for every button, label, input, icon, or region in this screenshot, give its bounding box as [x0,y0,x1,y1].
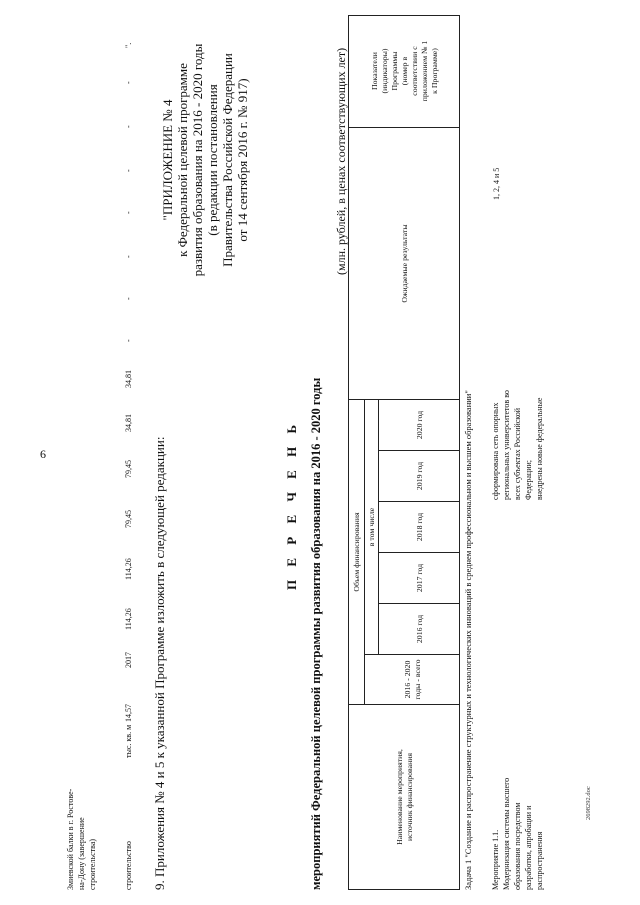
col-name-line-0: Наименование мероприятия, [394,749,404,845]
col-including-header: в том числе [364,400,378,655]
prev-val-3: 114,26 [124,558,133,580]
prev-name-line-0: Змиевской балки в г. Ростове- [66,788,75,890]
measure-name-line-1: Модернизация системы высшего [502,777,511,890]
ind-line-5: приложением № 1 [419,40,429,102]
measure-name-line-3: разработки, апробации и [524,805,533,890]
col-funding-header: Объем финансирования [348,400,364,705]
amendment-text: 9. Приложения № 4 и 5 к указанной Программе изложить в следующей редакции: [152,436,167,890]
previous-row-label: строительство [124,841,133,890]
task-heading: Задача 1 "Создание и распространение структурных и технологических инноваций в среднем профессиональном и высшем образовании" [463,390,473,890]
prev-name-line-2: строительства) [88,838,97,890]
units-note: (млн. рублей, в ценах соответствующих лет) [334,47,348,275]
prev-val-0: 14,57 [124,704,133,722]
ind-line-4: соответствии с [409,46,419,96]
col-year-2020: 2020 год [378,400,460,451]
ind-line-2: Программы [389,51,399,91]
measure-result-line-2: всех субъектах Российской [513,407,522,500]
prev-val-12: - [124,169,133,172]
prev-val-7: 34,81 [124,370,133,388]
measure-name-line-2: образования посредством [513,802,522,890]
prev-val-9: - [124,297,133,300]
measure-result-line-3: Федерации; [524,459,533,500]
col-year-2018: 2018 год [378,502,460,553]
document-title: П Е Р Е Ч Е Н Ь [284,419,299,590]
footer-code: 2698292.doc [585,786,592,820]
prev-val-11: - [124,211,133,214]
col-total-header [364,655,460,705]
annex-line-1: к Федеральной целевой программе [175,63,190,257]
previous-row-unit: тыс. кв. м [124,724,133,758]
header-table [348,15,460,890]
ind-line-6: к Программе) [429,48,439,94]
annex-line-2: развития образования на 2016 - 2020 годы [190,43,205,277]
annex-line-3: (в редакции постановления [205,84,220,236]
ind-line-1: (индикаторы) [379,48,389,94]
measure-result-line-1: региональных университетов во [502,390,511,500]
ind-line-3: (номер в [399,56,409,86]
col-results-header: Ожидаемые результаты [348,128,460,400]
prev-val-10: - [124,255,133,258]
prev-val-2: 114,26 [124,608,133,630]
prev-val-1: 2017 [124,652,133,668]
col-year-2017: 2017 год [378,553,460,604]
col-total-line-1: годы - всего [412,659,422,700]
measure-results [490,310,545,500]
rotated-content [0,15,600,890]
prev-val-6: 34,81 [124,414,133,432]
page-number: 6 [40,447,46,461]
prev-val-13: - [124,125,133,128]
prev-val-14: - [124,81,133,84]
col-indicators-header [348,15,460,128]
measure-name [490,710,545,890]
col-name-header [348,705,460,890]
annex-line-4: Правительства Российской Федерации [220,53,235,267]
prev-val-5: 79,45 [124,460,133,478]
annex-header [160,10,250,310]
prev-name-line-1: на-Дону (завершение [77,817,86,890]
previous-row-name [65,760,98,890]
measure-name-line-4: распространения [535,831,544,890]
measure-indicators: 1, 2, 4 и 5 [492,167,501,200]
annex-line-5: от 14 сентября 2016 г. № 917) [235,78,250,242]
measure-result-line-4: внедрены новые федеральные [535,397,544,500]
col-name-line-1: источник финансирования [404,752,414,842]
prev-val-8: - [124,339,133,342]
ind-line-0: Показатели [369,52,379,90]
measure-name-line-0: Мероприятие 1.1. [491,829,500,890]
prev-val-15: ". [124,42,133,48]
measure-result-line-0: сформирована сеть опорных [491,402,500,500]
prev-val-4: 79,45 [124,510,133,528]
annex-line-0: "ПРИЛОЖЕНИЕ № 4 [160,99,175,221]
document-subtitle: мероприятий Федеральной целевой программы развития образования на 2016 - 2020 годы [309,377,323,890]
col-year-2019: 2019 год [378,451,460,502]
col-year-2016: 2016 год [378,604,460,655]
col-total-line-0: 2016 - 2020 [402,660,412,699]
